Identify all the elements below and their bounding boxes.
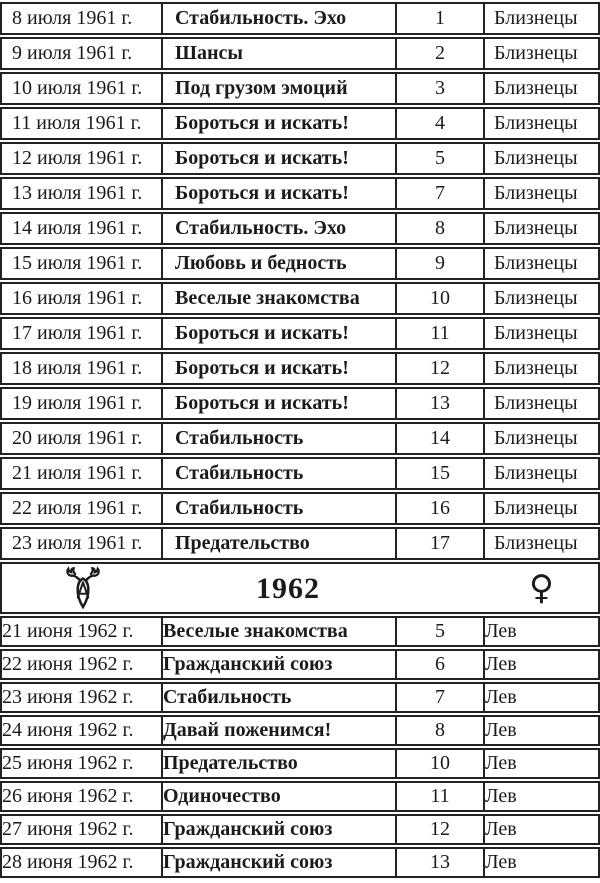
number-cell: 7 xyxy=(397,682,485,713)
date-cell: 8 июля 1961 г. xyxy=(0,2,163,35)
date-cell: 12 июля 1961 г. xyxy=(0,142,163,175)
zodiac-cell: Лев xyxy=(485,781,600,812)
date-cell: 22 июля 1961 г. xyxy=(0,492,163,525)
number-cell: 11 xyxy=(397,781,485,812)
title-cell: Стабильность xyxy=(163,492,397,525)
date-cell: 14 июля 1961 г. xyxy=(0,212,163,245)
table-row xyxy=(0,317,600,350)
number-cell: 10 xyxy=(397,282,485,315)
year-heading: 1962 xyxy=(256,571,320,605)
table-row xyxy=(0,814,600,845)
cancer-crab-icon xyxy=(2,566,163,610)
number-cell: 8 xyxy=(397,715,485,746)
title-cell: Шансы xyxy=(163,37,397,70)
section-1961 xyxy=(0,2,600,560)
zodiac-cell: Близнецы xyxy=(485,352,600,385)
table-row xyxy=(0,212,600,245)
table-row xyxy=(0,527,600,560)
title-cell: Бороться и искать! xyxy=(163,107,397,140)
number-cell: 12 xyxy=(397,352,485,385)
zodiac-cell: Близнецы xyxy=(485,457,600,490)
table-row xyxy=(0,422,600,455)
title-cell: Стабильность xyxy=(163,457,397,490)
title-cell: Бороться и искать! xyxy=(163,177,397,210)
date-cell: 26 июня 1962 г. xyxy=(0,781,163,812)
date-cell: 22 июня 1962 г. xyxy=(0,649,163,680)
date-cell: 25 июня 1962 г. xyxy=(0,748,163,779)
date-cell: 19 июля 1961 г. xyxy=(0,387,163,420)
date-cell: 17 июля 1961 г. xyxy=(0,317,163,350)
date-cell: 21 июня 1962 г. xyxy=(0,616,163,647)
title-cell: Гражданский союз xyxy=(163,649,397,680)
title-cell: Бороться и искать! xyxy=(163,352,397,385)
title-cell: Бороться и искать! xyxy=(163,142,397,175)
number-cell: 3 xyxy=(397,72,485,105)
table-row xyxy=(0,247,600,280)
zodiac-cell: Лев xyxy=(485,748,600,779)
table-row xyxy=(0,492,600,525)
table-row xyxy=(0,142,600,175)
table-row xyxy=(0,37,600,70)
table-row xyxy=(0,748,600,779)
number-cell: 2 xyxy=(397,37,485,70)
number-cell: 8 xyxy=(397,212,485,245)
zodiac-cell: Близнецы xyxy=(485,72,600,105)
date-cell: 28 июня 1962 г. xyxy=(0,847,163,878)
date-cell: 16 июля 1961 г. xyxy=(0,282,163,315)
section-1962 xyxy=(0,616,600,878)
table-row xyxy=(0,682,600,713)
number-cell: 15 xyxy=(397,457,485,490)
year-divider-content xyxy=(2,564,598,612)
number-cell: 6 xyxy=(397,649,485,680)
table-row xyxy=(0,352,600,385)
table-row xyxy=(0,2,600,35)
title-cell: Одиночество xyxy=(163,781,397,812)
zodiac-cell: Лев xyxy=(485,616,600,647)
venus-icon: ♀ xyxy=(529,568,554,608)
zodiac-cell: Близнецы xyxy=(485,317,600,350)
title-cell: Любовь и бедность xyxy=(163,247,397,280)
table-row xyxy=(0,649,600,680)
zodiac-cell: Лев xyxy=(485,814,600,845)
date-cell: 21 июля 1961 г. xyxy=(0,457,163,490)
title-cell: Предательство xyxy=(163,527,397,560)
zodiac-cell: Близнецы xyxy=(485,142,600,175)
date-cell: 23 июля 1961 г. xyxy=(0,527,163,560)
title-cell: Веселые знакомства xyxy=(163,282,397,315)
zodiac-cell: Близнецы xyxy=(485,37,600,70)
number-cell: 13 xyxy=(397,387,485,420)
date-cell: 13 июля 1961 г. xyxy=(0,177,163,210)
zodiac-cell: Близнецы xyxy=(485,107,600,140)
zodiac-cell: Близнецы xyxy=(485,247,600,280)
date-cell: 23 июня 1962 г. xyxy=(0,682,163,713)
title-cell: Бороться и искать! xyxy=(163,317,397,350)
table-row xyxy=(0,457,600,490)
number-cell: 11 xyxy=(397,317,485,350)
table-row xyxy=(0,616,600,647)
number-cell: 5 xyxy=(397,616,485,647)
section-divider-1962 xyxy=(0,562,600,614)
table-row xyxy=(0,177,600,210)
number-cell: 7 xyxy=(397,177,485,210)
zodiac-cell: Близнецы xyxy=(485,492,600,525)
zodiac-cell: Лев xyxy=(485,649,600,680)
title-cell: Гражданский союз xyxy=(163,814,397,845)
table-row xyxy=(0,387,600,420)
year-divider-cell xyxy=(0,562,600,614)
zodiac-cell: Близнецы xyxy=(485,422,600,455)
number-cell: 10 xyxy=(397,748,485,779)
title-cell: Под грузом эмоций xyxy=(163,72,397,105)
table-row xyxy=(0,847,600,878)
title-cell: Стабильность xyxy=(163,422,397,455)
title-cell: Стабильность. Эхо xyxy=(163,2,397,35)
zodiac-cell: Лев xyxy=(485,847,600,878)
title-cell: Бороться и искать! xyxy=(163,387,397,420)
title-cell: Предательство xyxy=(163,748,397,779)
date-cell: 20 июля 1961 г. xyxy=(0,422,163,455)
number-cell: 12 xyxy=(397,814,485,845)
table-row xyxy=(0,781,600,812)
number-cell: 5 xyxy=(397,142,485,175)
zodiac-cell: Близнецы xyxy=(485,177,600,210)
zodiac-cell: Лев xyxy=(485,715,600,746)
number-cell: 17 xyxy=(397,527,485,560)
zodiac-cell: Близнецы xyxy=(485,527,600,560)
date-cell: 24 июня 1962 г. xyxy=(0,715,163,746)
title-cell: Стабильность xyxy=(163,682,397,713)
zodiac-cell: Близнецы xyxy=(485,387,600,420)
zodiac-cell: Близнецы xyxy=(485,212,600,245)
number-cell: 13 xyxy=(397,847,485,878)
number-cell: 4 xyxy=(397,107,485,140)
number-cell: 1 xyxy=(397,2,485,35)
number-cell: 16 xyxy=(397,492,485,525)
date-cell: 11 июля 1961 г. xyxy=(0,107,163,140)
zodiac-cell: Близнецы xyxy=(485,2,600,35)
title-cell: Стабильность. Эхо xyxy=(163,212,397,245)
table-row xyxy=(0,107,600,140)
date-cell: 18 июля 1961 г. xyxy=(0,352,163,385)
date-cell: 10 июля 1961 г. xyxy=(0,72,163,105)
table-row xyxy=(0,282,600,315)
zodiac-cell: Лев xyxy=(485,682,600,713)
number-cell: 14 xyxy=(397,422,485,455)
zodiac-cell: Близнецы xyxy=(485,282,600,315)
title-cell: Давай поженимся! xyxy=(163,715,397,746)
date-cell: 27 июня 1962 г. xyxy=(0,814,163,845)
title-cell: Гражданский союз xyxy=(163,847,397,878)
date-cell: 15 июля 1961 г. xyxy=(0,247,163,280)
year-divider-row xyxy=(0,562,600,614)
date-cell: 9 июля 1961 г. xyxy=(0,37,163,70)
number-cell: 9 xyxy=(397,247,485,280)
table-row xyxy=(0,715,600,746)
table-row xyxy=(0,72,600,105)
title-cell: Веселые знакомства xyxy=(163,616,397,647)
